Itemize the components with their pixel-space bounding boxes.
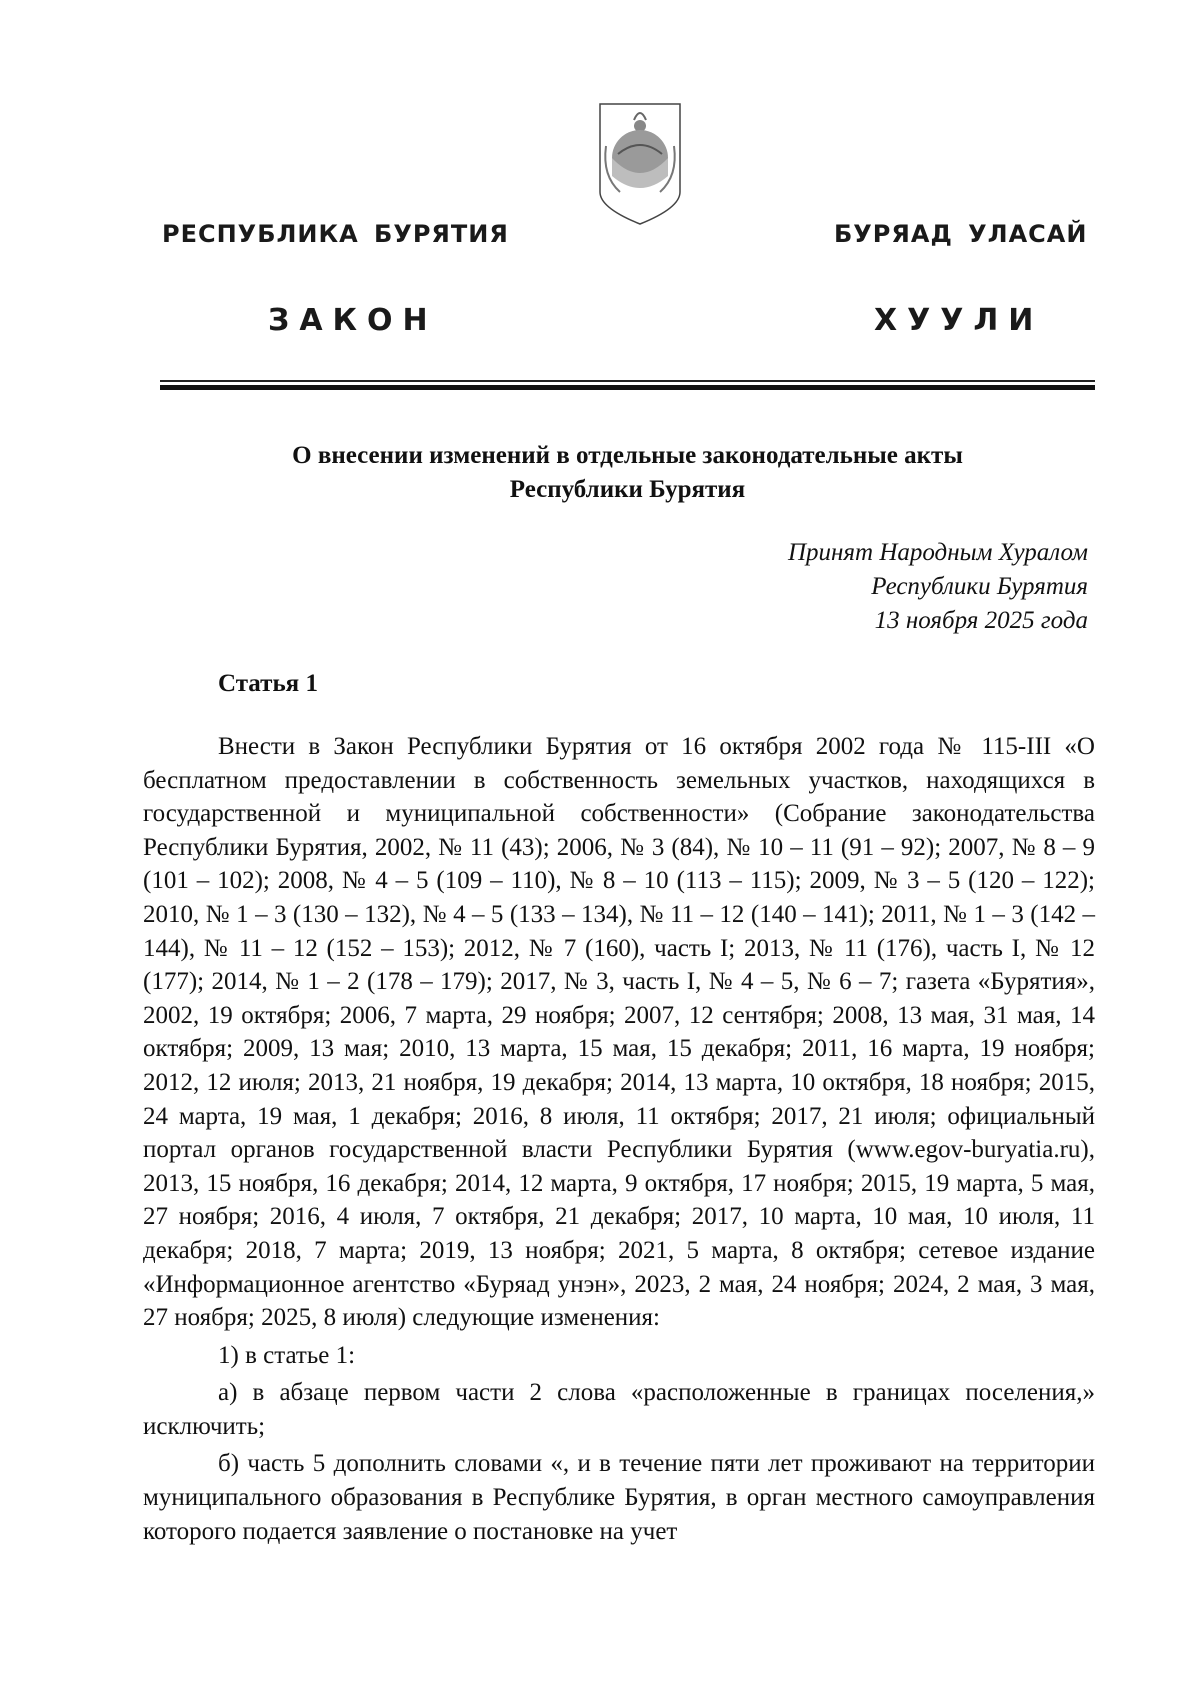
article-heading: Статья 1 — [218, 670, 318, 697]
article-paragraph: 1) в статье 1: — [218, 1341, 356, 1369]
law-title-line: О внесении изменений в отдельные законодательные акты — [292, 442, 963, 469]
coat-of-arms-icon — [596, 96, 684, 228]
adoption-note — [788, 536, 1088, 638]
republic-name-buryat: БУРЯАД УЛАСАЙ — [834, 220, 1088, 248]
law-title — [160, 439, 1095, 507]
header-divider — [160, 380, 1095, 390]
document-type-russian: ЗАКОН — [268, 303, 438, 338]
republic-name-russian: РЕСПУБЛИКА БУРЯТИЯ — [162, 220, 509, 248]
adoption-note-line: Республики Бурятия — [871, 573, 1088, 600]
article-paragraph: Внести в Закон Республики Бурятия от 16 октября 2002 года № 115-III «О бесплатном предоставлении в собственность земельных участков, находящихся в государственной и муниципальной собственности» (Собрание законодательства Республики Бурятия, 2002, № 11 (43); 2006, № 3 (84), № 10 – 11 (91 – 92); 2007, № 8 – 9 (101 – 102); 2008, № 4 – 5 (109 – 110), № 8 – 10 (113 – 115); 2009, № 3 – 5 (120 – 122); 2010, № 1 – 3 (130 – 132), № 4 – 5 (133 – 134), № 11 – 12 (140 – 141); 2011, № 1 – 3 (142 – 144), № 11 – 12 (152 – 153); 2012, № 7 (160), часть I; 2013, № 11 (176), часть I, № 12 (177); 2014, № 1 – 2 (178 – 179); 2017, № 3, часть I, № 4 – 5, № 6 – 7; газета «Бурятия», 2002, 19 октября; 2006, 7 марта, 29 ноября; 2007, 12 сентября; 2008, 13 мая, 31 мая, 14 октября; 2009, 13 мая; 2010, 13 марта, 15 мая, 15 декабря; 2011, 16 марта, 19 ноября; 2012, 12 июля; 2013, 21 ноября, 19 декабря; 2014, 13 марта, 10 октября, 18 ноября; 2015, 24 марта, 19 мая, 1 декабря; 2016, 8 июля, 11 октября; 2017, 21 июля; официальный портал органов государственной власти Республики Бурятия (www.egov-buryatia.ru), 2013, 15 ноября, 16 декабря; 2014, 12 марта, 9 октября, 17 ноября; 2015, 19 марта, 5 мая, 27 ноября; 2016, 4 июля, 7 октября, 21 декабря; 2017, 10 марта, 10 мая, 10 июля, 11 декабря; 2018, 7 марта; 2019, 13 ноября; 2021, 5 марта, 8 октября; сетевое издание «Информационное агентство «Буряад унэн», 2023, 2 мая, 24 ноября; 2024, 2 мая, 3 мая, 27 ноября; 2025, 8 июля) следующие изменения: — [143, 733, 1095, 1332]
adoption-note-line: Принят Народным Хуралом — [787, 539, 1088, 566]
article-paragraph: а) в абзаце первом части 2 слова «расположенные в границах поселения,» исключить; — [143, 1379, 1095, 1440]
law-title-line: Республики Бурятия — [509, 476, 746, 503]
adoption-date: 13 ноября 2025 года — [874, 607, 1088, 634]
article-paragraph: б) часть 5 дополнить словами «, и в течение пяти лет проживают на территории муниципального образования в Республике Бурятия, в орган местного самоуправления которого подается заявление о постановке на учет — [143, 1450, 1095, 1545]
document-type-buryat: ХУУЛИ — [874, 303, 1044, 338]
article-body — [143, 730, 1095, 1548]
